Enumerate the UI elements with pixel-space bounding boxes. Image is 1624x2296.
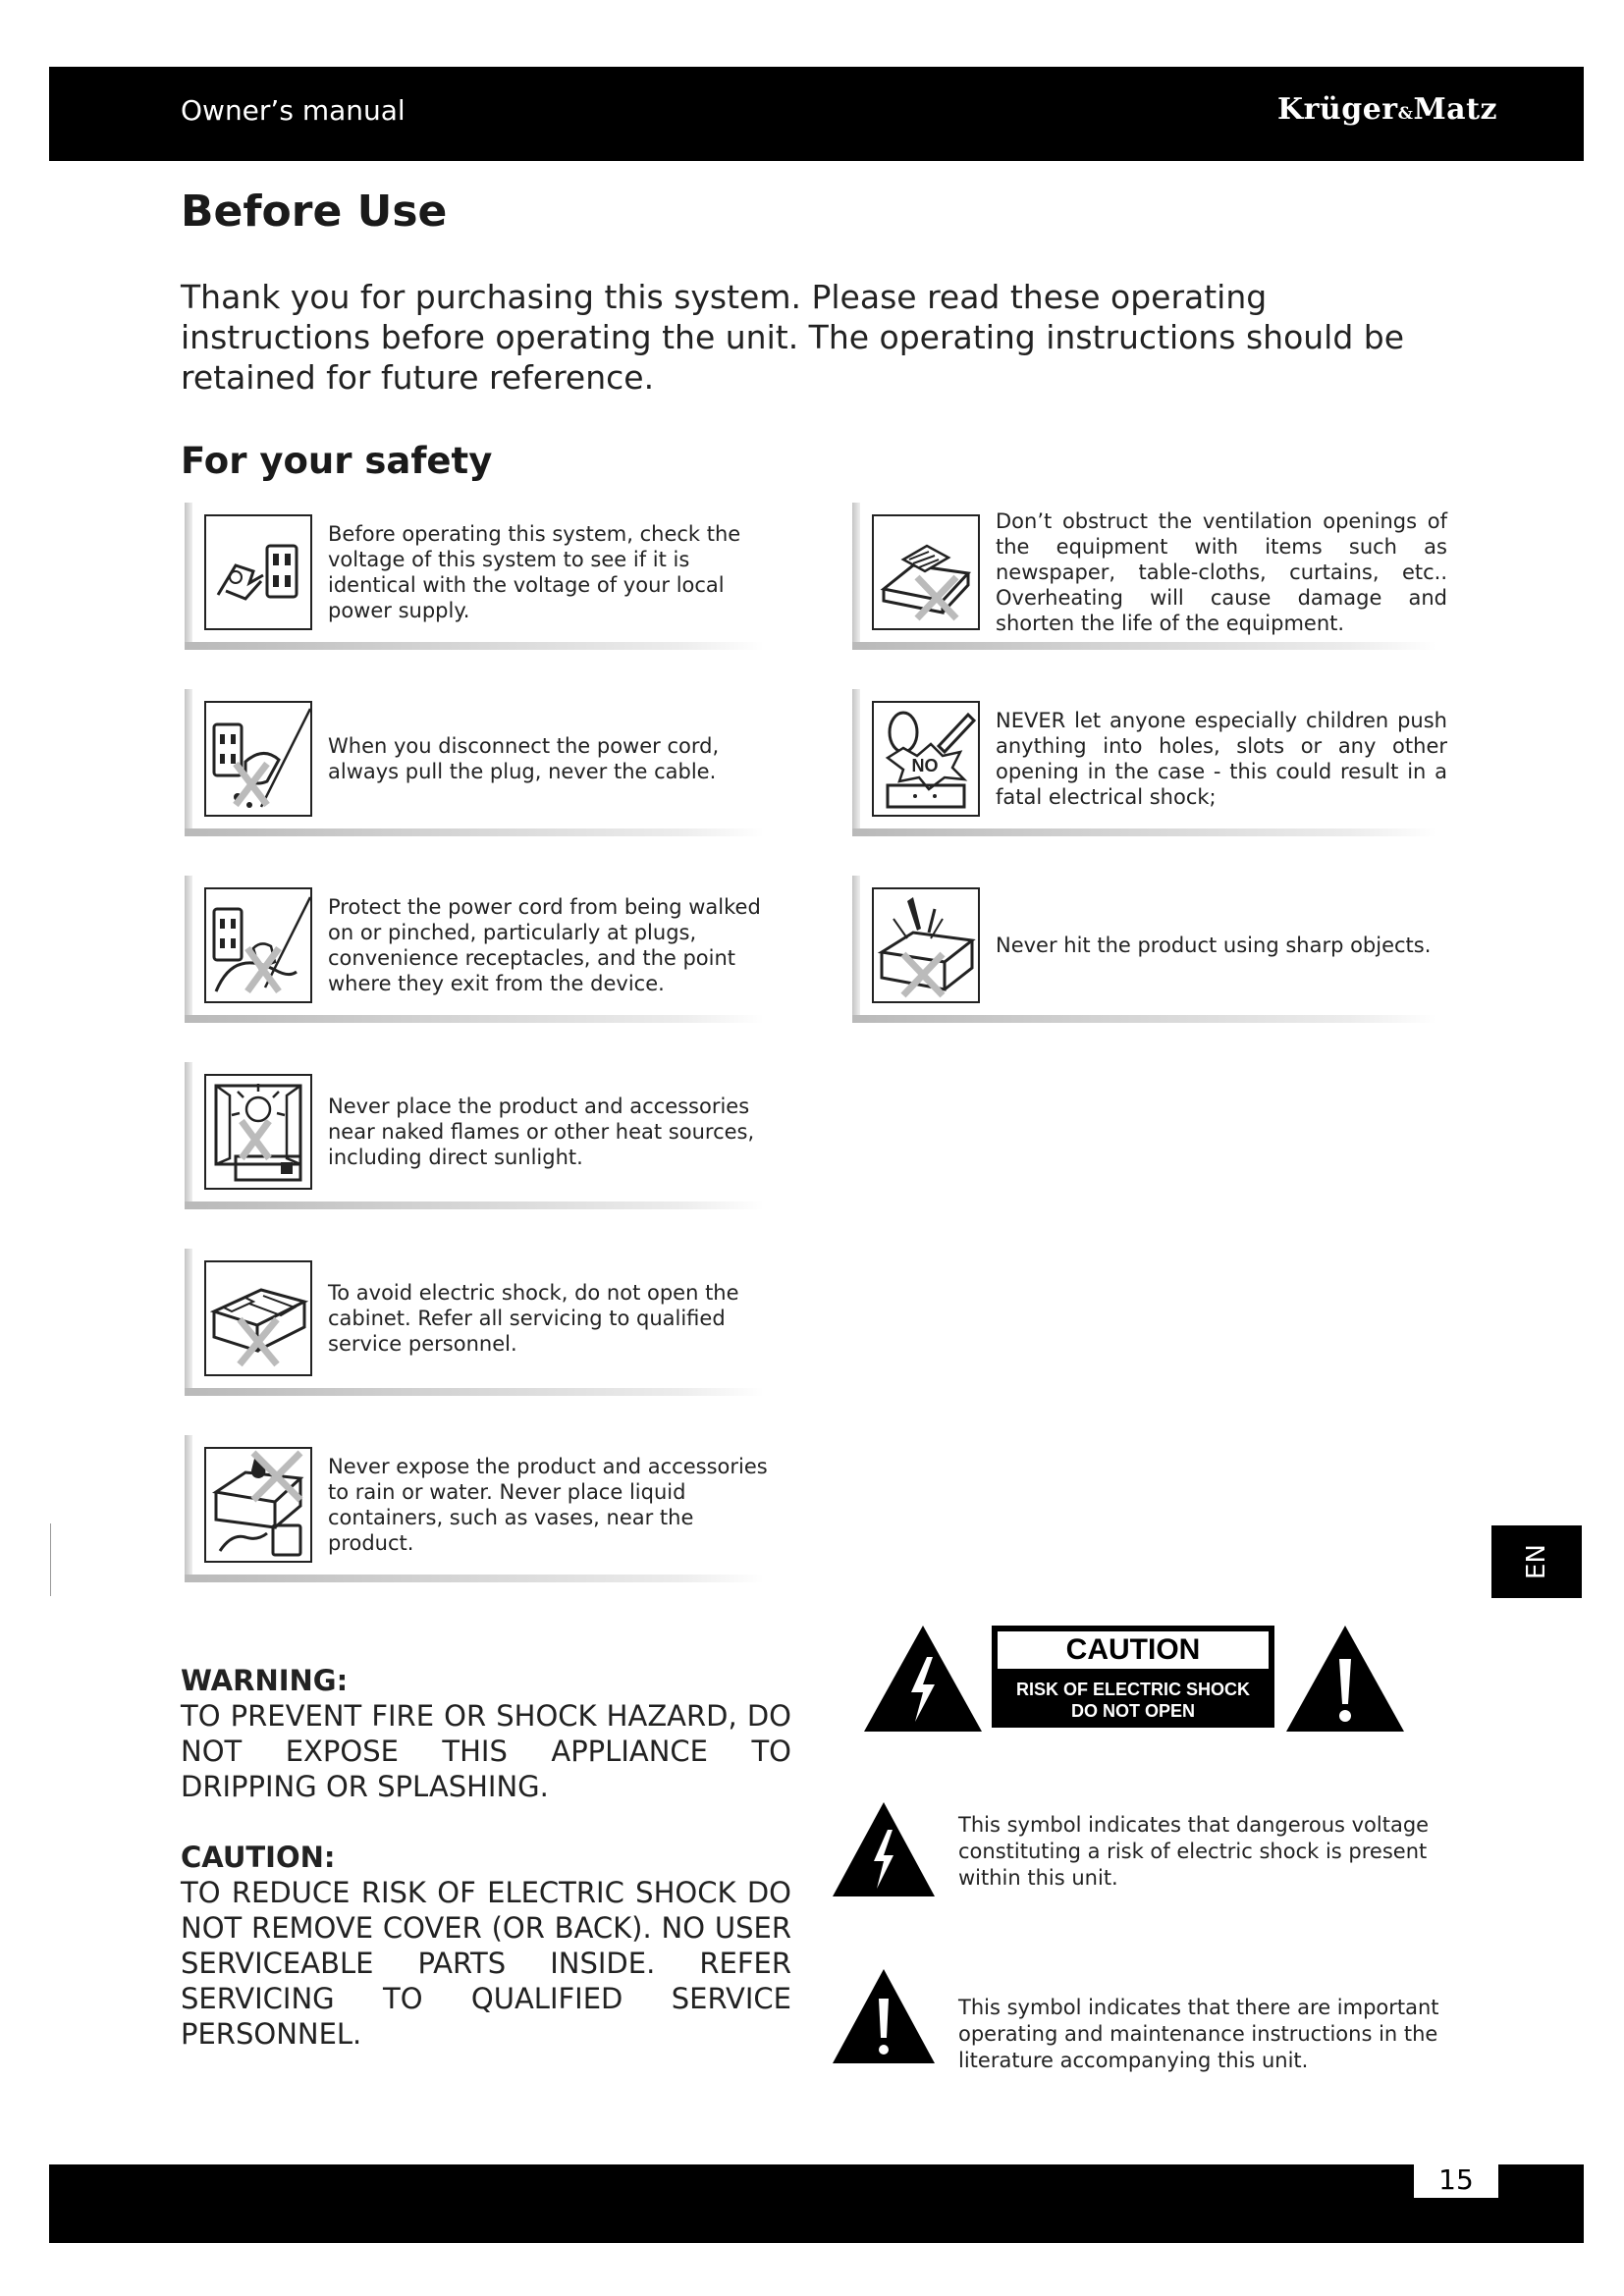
safety-item-unplug xyxy=(185,689,764,836)
intro-paragraph: Thank you for purchasing this system. Please read these operating instructions before operating the unit. The operating instructions should be retained for future reference. xyxy=(181,278,1405,397)
safety-section-title: For your safety xyxy=(181,440,493,482)
voltage-check-icon xyxy=(204,514,312,630)
caution-label-line1: RISK OF ELECTRIC SHOCK xyxy=(1015,1680,1250,1699)
safety-item-water xyxy=(185,1435,768,1582)
no-objects-icon xyxy=(872,701,980,817)
do-not-open-icon xyxy=(204,1260,312,1376)
caution-label-title: CAUTION xyxy=(998,1631,1269,1669)
safety-item-no-objects xyxy=(852,689,1447,836)
safety-item-text: When you disconnect the power cord, always pull the plug, never the cable. xyxy=(328,734,720,783)
caution-label-line2: DO NOT OPEN xyxy=(1070,1701,1195,1721)
heat-source-icon xyxy=(204,1074,312,1190)
warning-title: WARNING: xyxy=(181,1664,349,1697)
page-number: 15 xyxy=(1414,2163,1498,2198)
brand-logo xyxy=(1277,92,1497,127)
safety-item-text: NEVER let anyone especially children push anything into holes, slots or any other opening in the case - this could result in a fatal electrical shock; xyxy=(996,709,1447,809)
caution-block xyxy=(181,1840,791,2052)
caution-title: CAUTION: xyxy=(181,1841,336,1874)
brand-main: Krüger xyxy=(1277,92,1398,127)
symbol-instructions-text: This symbol indicates that there are important operating and maintenance instructions in the literature accompanying this unit. xyxy=(958,1996,1439,2072)
unplug-icon xyxy=(204,701,312,817)
safety-item-text: To avoid electric shock, do not open the cabinet. Refer all servicing to qualified service personnel. xyxy=(328,1281,739,1356)
safety-item-heat-source xyxy=(185,1062,764,1209)
cord-protect-icon xyxy=(204,887,312,1003)
no-badge: NO xyxy=(911,756,939,775)
header-bar xyxy=(49,67,1584,161)
symbol-voltage-text: This symbol indicates that dangerous voltage constituting a risk of electric shock is present within this unit. xyxy=(958,1813,1430,1890)
safety-item-text: Before operating this system, check the voltage of this system to see if it is identical with the voltage of your local power supply. xyxy=(328,522,741,622)
warning-block xyxy=(181,1663,791,1804)
safety-item-cord-protect xyxy=(185,876,764,1023)
brand-tail: Matz xyxy=(1413,92,1497,127)
brand-amp: & xyxy=(1397,104,1414,124)
language-tab-label: EN xyxy=(1522,1544,1551,1579)
page-title: Before Use xyxy=(181,187,448,237)
sharp-objects-icon xyxy=(872,887,980,1003)
caution-label xyxy=(992,1626,1274,1728)
safety-item-text: Never expose the product and accessories to rain or water. Never place liquid containers, such as vases, near the product. xyxy=(328,1455,768,1555)
water-icon xyxy=(204,1447,312,1563)
ventilation-icon xyxy=(872,514,980,630)
warning-text: TO PREVENT FIRE OR SHOCK HAZARD, DO NOT EXPOSE THIS APPLIANCE TO DRIPPING OR SPLASHING. xyxy=(181,1699,791,1803)
margin-line xyxy=(50,1523,51,1596)
safety-item-text: Never hit the product using sharp objects. xyxy=(996,934,1432,957)
lightning-triangle-icon xyxy=(862,1624,984,1734)
safety-item-text: Never place the product and accessories near naked flames or other heat sources, including direct sunlight. xyxy=(328,1095,755,1169)
language-tab xyxy=(1491,1525,1582,1598)
exclamation-triangle-icon xyxy=(1284,1624,1406,1734)
safety-item-text: Protect the power cord from being walked on or pinched, particularly at plugs, convenience receptacles, and the point where they exit from the device. xyxy=(328,895,761,995)
safety-item-sharp-objects xyxy=(852,876,1436,1023)
safety-item-ventilation xyxy=(852,503,1447,650)
footer-bar xyxy=(49,2164,1584,2243)
exclamation-triangle-icon xyxy=(831,1967,937,2065)
safety-item-do-not-open xyxy=(185,1249,764,1396)
safety-item-text: Don’t obstruct the ventilation openings of the equipment with items such as newspaper, table-cloths, curtains, etc.. Overheating will cause damage and shorten the life of the equipment. xyxy=(996,509,1447,635)
header-title: Owner’s manual xyxy=(181,94,406,127)
safety-item-voltage xyxy=(185,503,764,650)
caution-text: TO REDUCE RISK OF ELECTRIC SHOCK DO NOT REMOVE COVER (OR BACK). NO USER SERVICEABLE PARTS INSIDE. REFER SERVICING TO QUALIFIED SERVICE PERSONNEL. xyxy=(181,1876,791,2051)
lightning-triangle-icon xyxy=(831,1800,937,1898)
